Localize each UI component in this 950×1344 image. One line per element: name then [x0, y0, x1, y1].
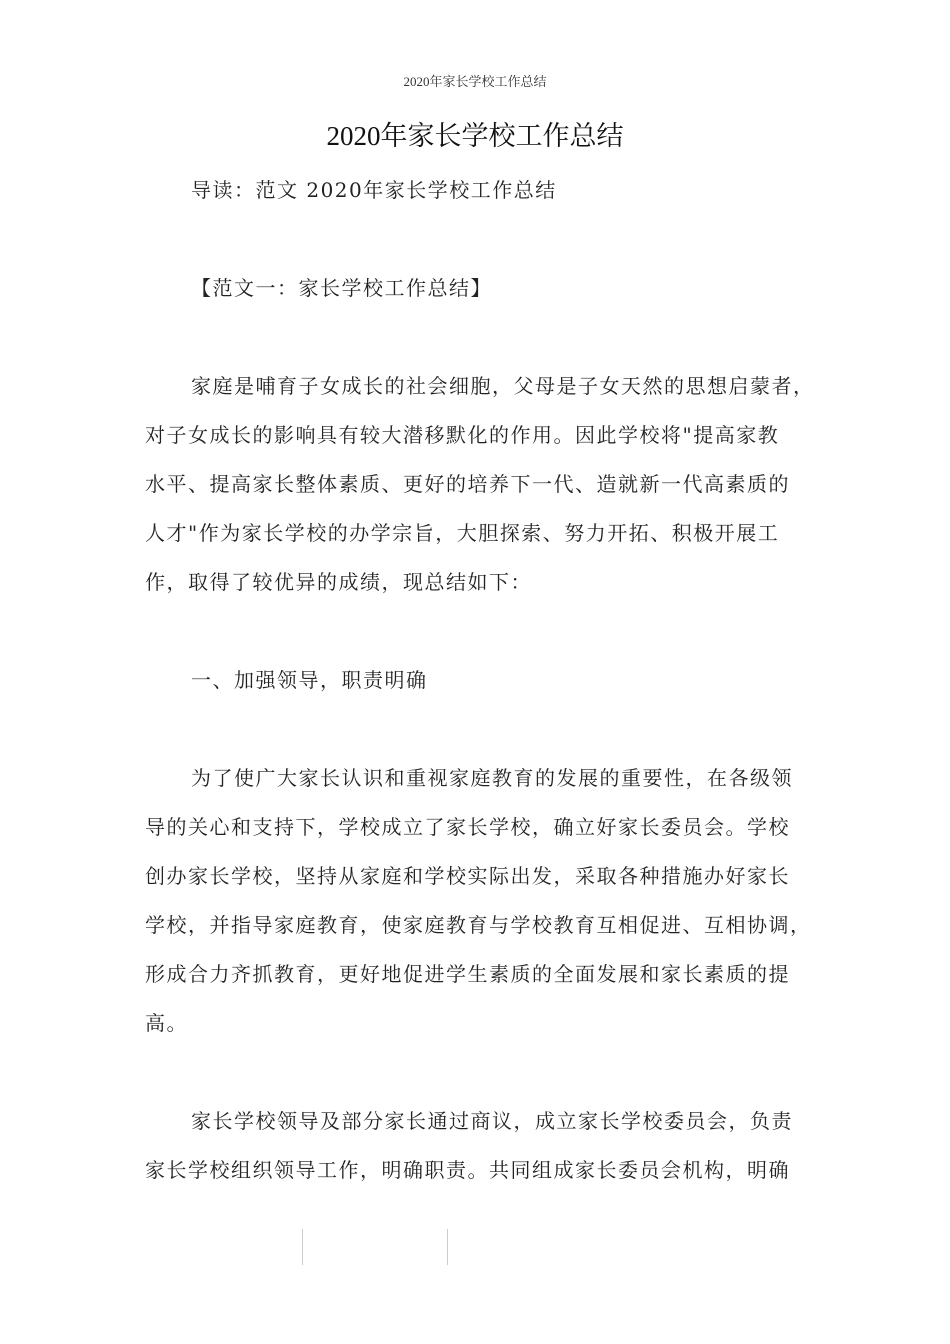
document-body: [145, 166, 815, 1195]
subheading-1: 一、加强领导，职责明确: [191, 668, 428, 692]
spacer: [145, 313, 809, 362]
section-heading: 【范文一：家长学校工作总结】: [191, 276, 492, 300]
paragraph-3: [145, 1097, 809, 1195]
paragraph-2: [145, 754, 812, 1048]
document-title: 2020年家长学校工作总结: [326, 121, 624, 151]
paragraph-line: 水平、提高家长整体素质、更好的培养下一代、造就新一代高素质的: [145, 472, 790, 496]
spacer: [145, 607, 809, 656]
spacer: [145, 1048, 809, 1097]
paragraph-line: 家长学校组织领导工作，明确职责。共同组成家长委员会机构，明确: [145, 1158, 790, 1182]
paragraph-1: [145, 362, 815, 607]
paragraph-line: 形成合力齐抓教育，更好地促进学生素质的全面发展和家长素质的提: [145, 962, 790, 986]
running-header: 2020年家长学校工作总结: [403, 74, 547, 89]
paragraph-line: 学校，并指导家庭教育，使家庭教育与学校教育互相促进、互相协调，: [145, 913, 812, 937]
paragraph-line: 对子女成长的影响具有较大潜移默化的作用。因此学校将"提高家教: [145, 423, 780, 447]
footer-divider-right: [447, 1229, 448, 1265]
spacer: [145, 705, 809, 754]
paragraph-line: 作，取得了较优异的成绩，现总结如下：: [145, 570, 532, 594]
paragraph-line: 人才"作为家长学校的办学宗旨，大胆探索、努力开拓、积极开展工: [145, 521, 780, 545]
paragraph-line: 为了使广大家长认识和重视家庭教育的发展的重要性，在各级领: [191, 766, 793, 790]
intro-line: 导读：范文 2020年家长学校工作总结: [191, 178, 557, 202]
paragraph-line: 创办家长学校，坚持从家庭和学校实际出发，采取各种措施办好家长: [145, 864, 790, 888]
spacer: [145, 215, 809, 264]
paragraph-line: 家长学校领导及部分家长通过商议，成立家长学校委员会，负责: [191, 1109, 793, 1133]
paragraph-line: 家庭是哺育子女成长的社会细胞，父母是子女天然的思想启蒙者，: [191, 374, 815, 398]
paragraph-line: 导的关心和支持下，学校成立了家长学校，确立好家长委员会。学校: [145, 815, 790, 839]
paragraph-line: 高。: [145, 1011, 188, 1035]
footer-divider-left: [302, 1229, 303, 1265]
